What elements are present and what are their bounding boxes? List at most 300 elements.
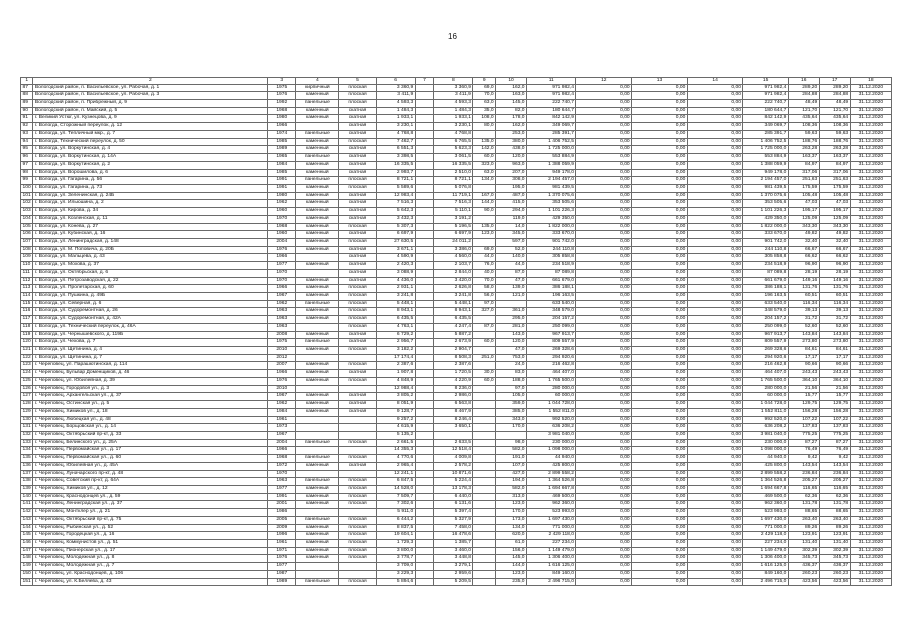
table-row — [21, 92, 892, 100]
table-cell — [339, 431, 376, 439]
table-cell: каменный — [296, 161, 339, 169]
table-cell — [415, 563, 434, 571]
table-cell: 143,84 — [788, 331, 819, 339]
table-row — [21, 354, 892, 362]
table-cell: 0,00 — [632, 269, 688, 277]
table-cell: 8 721,1 — [434, 177, 473, 185]
table-cell: 0,00 — [576, 169, 632, 177]
table-cell: 385,0 — [496, 408, 527, 416]
table-cell: 323,0 — [473, 161, 496, 169]
table-cell: 849 160,0 — [743, 570, 788, 578]
table-cell: 107 — [21, 238, 33, 246]
table-cell: 44,0 — [473, 254, 496, 262]
table-cell: 99 — [21, 177, 33, 185]
table-cell: 0,00 — [632, 516, 688, 524]
table-cell: 0,00 — [687, 524, 743, 532]
table-cell: г. Череповец, Октябрьский пр-кт, д. 33 — [33, 431, 268, 439]
table-cell: 2008 — [268, 331, 296, 339]
table-cell — [473, 347, 496, 355]
table-cell: 464 407,0 — [527, 370, 576, 378]
table-cell: 0,00 — [632, 478, 688, 486]
table-cell: 3 448,8 — [434, 555, 473, 563]
table-cell: 31.12.2020 — [850, 123, 891, 131]
table-cell: 487,0 — [496, 192, 527, 200]
table-cell: 753,0 — [496, 354, 527, 362]
table-row — [21, 555, 892, 563]
table-cell: 281,0 — [496, 323, 527, 331]
table-cell: 2 633,5 — [434, 439, 473, 447]
table-cell: 0,00 — [576, 161, 632, 169]
table-cell: 250 099,0 — [527, 323, 576, 331]
table-cell: 0,00 — [576, 532, 632, 540]
table-cell: 69,0 — [473, 246, 496, 254]
table-row — [21, 215, 892, 223]
table-cell — [415, 470, 434, 478]
table-cell: г. Вологда, ул. Щетинина, д. 4 — [33, 347, 268, 355]
table-cell: 31.12.2020 — [850, 516, 891, 524]
table-cell: 5 076,8 — [434, 184, 473, 192]
table-cell: 196 163,5 — [743, 293, 788, 301]
table-cell: 47,03 — [788, 200, 819, 208]
table-cell: 971 982,4 — [743, 92, 788, 100]
table-cell: 359,0 — [496, 401, 527, 409]
table-cell: 553 884,9 — [743, 154, 788, 162]
table-cell: 10 871,6 — [434, 470, 473, 478]
table-cell: 24 011,2 — [434, 238, 473, 246]
table-cell: 1 101 226,3 — [527, 208, 576, 216]
table-cell: скатная — [339, 254, 376, 262]
table-cell — [415, 277, 434, 285]
table-cell: плоская — [339, 308, 376, 316]
table-cell: 0,00 — [576, 347, 632, 355]
table-cell: 971 982,4 — [743, 84, 788, 92]
table-cell: 633 540,0 — [527, 300, 576, 308]
table-cell — [473, 455, 496, 463]
table-cell: 31.12.2020 — [850, 300, 891, 308]
table-cell: 111 — [21, 269, 33, 277]
table-cell: 31.12.2020 — [850, 238, 891, 246]
table-cell: 178,0 — [496, 115, 527, 123]
table-cell: скатная — [339, 130, 376, 138]
table-cell: 76,0 — [473, 262, 496, 270]
table-cell: 175,59 — [819, 184, 850, 192]
table-cell: 52,0 — [496, 246, 527, 254]
table-cell: 87,27 — [819, 439, 850, 447]
column-number: 18 — [850, 78, 891, 85]
table-cell: 2012 — [268, 354, 296, 362]
table-cell: 0,00 — [687, 223, 743, 231]
table-cell: плоская — [339, 532, 376, 540]
table-cell: каменный — [296, 331, 339, 339]
table-cell: 31.12.2020 — [850, 540, 891, 548]
table-cell: 145 — [21, 532, 33, 540]
table-cell: 1980 — [268, 115, 296, 123]
table-cell: 222 740,7 — [527, 100, 576, 108]
table-cell: 284,88 — [819, 92, 850, 100]
table-cell: 0,00 — [632, 439, 688, 447]
table-cell — [415, 130, 434, 138]
table-cell: 333 670,0 — [527, 231, 576, 239]
table-cell: г. Вологда, ул. Судоремонтная, д. 26 — [33, 308, 268, 316]
table-cell: 87 — [21, 84, 33, 92]
table-cell: 44 940,0 — [527, 455, 576, 463]
table-cell: 16 335,5 — [376, 161, 415, 169]
table-cell: 0,00 — [687, 354, 743, 362]
table-cell: 89,26 — [788, 524, 819, 532]
table-cell — [415, 308, 434, 316]
table-cell: 131 — [21, 424, 33, 432]
table-cell: 0,00 — [576, 238, 632, 246]
table-cell: 76,49 — [819, 447, 850, 455]
table-cell: 28,19 — [788, 269, 819, 277]
table-cell: 31.12.2020 — [850, 115, 891, 123]
table-cell: 31.12.2020 — [850, 184, 891, 192]
table-cell — [415, 408, 434, 416]
table-row — [21, 493, 892, 501]
table-cell — [296, 570, 339, 578]
table-cell: 112 — [21, 277, 33, 285]
table-cell: 205,27 — [819, 478, 850, 486]
table-cell — [415, 547, 434, 555]
table-cell: 0,00 — [687, 424, 743, 432]
table-cell: 1973 — [268, 424, 296, 432]
table-cell: 4 593,3 — [434, 100, 473, 108]
table-cell: 1960 — [268, 231, 296, 239]
table-cell: каменный — [296, 462, 339, 470]
table-cell: Вологодский район, п. Майский, д. 5 — [33, 107, 268, 115]
table-cell: 31.12.2020 — [850, 401, 891, 409]
table-cell: 967 913,7 — [743, 331, 788, 339]
table-cell: 118 — [21, 323, 33, 331]
column-number: 3 — [268, 78, 296, 85]
table-cell: 0,00 — [632, 408, 688, 416]
table-cell: 130 — [21, 416, 33, 424]
table-cell: 1974 — [268, 130, 296, 138]
table-cell: 17,17 — [819, 354, 850, 362]
table-cell: каменный — [296, 184, 339, 192]
table-cell: скатная — [339, 462, 376, 470]
table-cell: 140,0 — [496, 254, 527, 262]
table-cell: каменный — [296, 200, 339, 208]
table-cell: 148 — [21, 555, 33, 563]
table-cell: 137,83 — [819, 424, 850, 432]
table-cell: 143,0 — [496, 331, 527, 339]
table-row — [21, 408, 892, 416]
table-cell: 0,00 — [687, 578, 743, 586]
table-cell — [415, 501, 434, 509]
table-cell: 0,00 — [576, 493, 632, 501]
table-cell: 1 098 000,0 — [743, 447, 788, 455]
table-cell: 582,0 — [496, 485, 527, 493]
table-cell: 150 — [21, 570, 33, 578]
table-cell: 0,00 — [687, 331, 743, 339]
table-cell: 47,03 — [819, 200, 850, 208]
table-cell: 60,51 — [788, 293, 819, 301]
table-cell — [473, 578, 496, 586]
table-row — [21, 401, 892, 409]
table-cell: 149,16 — [788, 277, 819, 285]
table-cell: 3 398,5 — [376, 154, 415, 162]
table-cell — [415, 285, 434, 293]
table-cell: 31.12.2020 — [850, 316, 891, 324]
column-number: 16 — [788, 78, 819, 85]
table-cell: 4 009,8 — [434, 455, 473, 463]
table-cell: 0,00 — [576, 262, 632, 270]
table-cell: 96,90 — [788, 262, 819, 270]
table-row — [21, 570, 892, 578]
table-cell: 436,37 — [819, 563, 850, 571]
table-cell — [296, 424, 339, 432]
table-cell — [473, 470, 496, 478]
table-cell: 31.12.2020 — [850, 424, 891, 432]
table-cell: 1970 — [268, 470, 296, 478]
table-cell: скатная — [339, 339, 376, 347]
table-cell: 48,49 — [819, 100, 850, 108]
table-cell: 16 335,5 — [434, 161, 473, 169]
column-number: 6 — [376, 78, 415, 85]
table-cell: скатная — [339, 115, 376, 123]
table-cell: 0,00 — [687, 177, 743, 185]
table-cell: 386 188,1 — [743, 285, 788, 293]
table-cell: 0,00 — [632, 231, 688, 239]
table-cell: 129 — [21, 408, 33, 416]
table-row — [21, 246, 892, 254]
table-cell: скатная — [339, 107, 376, 115]
table-cell: 188,76 — [788, 138, 819, 146]
table-cell: 84,97 — [819, 161, 850, 169]
table-cell: 0,00 — [632, 215, 688, 223]
table-cell: г. Череповец, Краснодонцев ул., д. 59 — [33, 493, 268, 501]
table-cell: 289,20 — [788, 84, 819, 92]
table-cell: 121 — [21, 347, 33, 355]
table-row — [21, 138, 892, 146]
table-cell: плоская — [339, 524, 376, 532]
table-cell: каменный — [296, 377, 339, 385]
table-cell: 250 099,0 — [743, 323, 788, 331]
table-cell: 1 364 526,8 — [743, 478, 788, 486]
table-cell: 0,00 — [576, 200, 632, 208]
table-cell: 31.12.2020 — [850, 154, 891, 162]
table-cell: 31.12.2020 — [850, 493, 891, 501]
table-cell: 0,00 — [576, 385, 632, 393]
table-cell: 1 388 059,9 — [527, 161, 576, 169]
table-cell: 0,00 — [632, 547, 688, 555]
table-cell: 31.12.2020 — [850, 323, 891, 331]
table-cell: 2 986,0 — [434, 393, 473, 401]
table-cell: 31.12.2020 — [850, 138, 891, 146]
table-cell: 0,00 — [576, 455, 632, 463]
table-cell: 3 432,3 — [376, 215, 415, 223]
table-cell: каменный — [296, 92, 339, 100]
table-cell: 97 — [21, 161, 33, 169]
table-cell: 151 — [21, 578, 33, 586]
table-cell: 123 — [21, 362, 33, 370]
table-cell: 353 505,6 — [743, 200, 788, 208]
table-cell: 31.12.2020 — [850, 246, 891, 254]
table-cell: 89 — [21, 100, 33, 108]
table-cell: 1 822 000,0 — [743, 223, 788, 231]
table-cell: 3 778,7 — [376, 555, 415, 563]
column-number: 13 — [632, 78, 688, 85]
table-row — [21, 177, 892, 185]
table-cell: плоская — [339, 177, 376, 185]
table-cell: 19 604,1 — [376, 532, 415, 540]
table-row — [21, 393, 892, 401]
table-cell: 89,26 — [819, 524, 850, 532]
table-cell — [296, 470, 339, 478]
table-cell: 170,0 — [496, 424, 527, 432]
table-cell: панельные — [296, 177, 339, 185]
table-cell — [473, 393, 496, 401]
table-cell: 2004 — [268, 238, 296, 246]
table-cell: 163,37 — [788, 154, 819, 162]
table-cell: 0,00 — [632, 208, 688, 216]
table-cell — [415, 485, 434, 493]
table-cell: 0,00 — [632, 223, 688, 231]
table-cell: 0,00 — [576, 547, 632, 555]
table-cell: 0,00 — [687, 339, 743, 347]
table-cell: каменный — [296, 524, 339, 532]
table-cell: 88,65 — [788, 509, 819, 517]
table-row — [21, 208, 892, 216]
table-cell: 5 196,5 — [434, 223, 473, 231]
table-cell: 6 697,9 — [434, 231, 473, 239]
table-cell: 125,09 — [788, 215, 819, 223]
table-cell: 0,00 — [632, 570, 688, 578]
table-row — [21, 455, 892, 463]
table-cell: 1963 — [268, 316, 296, 324]
table-cell: 31.12.2020 — [850, 285, 891, 293]
table-cell: плоская — [339, 501, 376, 509]
table-cell: 469 500,0 — [527, 493, 576, 501]
table-cell: 129,75 — [788, 401, 819, 409]
table-cell: 1962 — [268, 401, 296, 409]
table-cell: 145,0 — [496, 100, 527, 108]
table-cell: 0,00 — [687, 455, 743, 463]
table-cell: 31.12.2020 — [850, 231, 891, 239]
table-cell: 962 360,0 — [743, 501, 788, 509]
table-cell: 1 765 500,0 — [527, 377, 576, 385]
table-cell: 3 360,9 — [376, 84, 415, 92]
table-cell: г. Череповец, Рыбинская ул., д. 52 — [33, 524, 268, 532]
table-cell: 0,00 — [576, 478, 632, 486]
table-cell: 0,00 — [576, 339, 632, 347]
table-row — [21, 501, 892, 509]
table-cell: 11 719,1 — [434, 192, 473, 200]
table-cell: 17,17 — [788, 354, 819, 362]
table-cell: 1 720,5 — [434, 370, 473, 378]
table-cell: 31.12.2020 — [850, 431, 891, 439]
table-cell: 4 220,9 — [434, 377, 473, 385]
table-cell — [296, 509, 339, 517]
table-cell: 143,54 — [788, 462, 819, 470]
table-cell — [473, 462, 496, 470]
table-cell: 14,0 — [496, 223, 527, 231]
table-cell: 119 — [21, 331, 33, 339]
table-cell: 0,00 — [576, 92, 632, 100]
table-cell: 0,00 — [687, 123, 743, 131]
table-cell: г. Череповец, ул. Парашютинская, д. 114 — [33, 362, 268, 370]
table-cell: 6 435,5 — [376, 316, 415, 324]
table-cell: 31.12.2020 — [850, 200, 891, 208]
table-cell: 263,28 — [819, 146, 850, 154]
table-cell: 121,70 — [819, 107, 850, 115]
table-cell — [473, 547, 496, 555]
table-cell: 0,00 — [687, 100, 743, 108]
table-cell: 5 623,3 — [434, 146, 473, 154]
table-cell: 0,00 — [687, 370, 743, 378]
table-row — [21, 293, 892, 301]
table-cell: 0,00 — [687, 269, 743, 277]
table-cell: панельные — [296, 578, 339, 586]
table-cell: 553 884,9 — [527, 154, 576, 162]
table-cell: 60,51 — [819, 293, 850, 301]
table-cell: 31.12.2020 — [850, 262, 891, 270]
table-cell: 263,40 — [819, 516, 850, 524]
table-cell: г. Череповец, Первомайская ул., д. 60 — [33, 455, 268, 463]
table-cell — [473, 555, 496, 563]
table-cell: 971 982,4 — [527, 92, 576, 100]
table-cell: панельные — [296, 154, 339, 162]
table-cell: 156,0 — [496, 547, 527, 555]
table-cell: 0,00 — [632, 501, 688, 509]
table-cell: 380,0 — [496, 138, 527, 146]
table-cell: г. Вологда, ул. Пролетарская, д. 60 — [33, 285, 268, 293]
table-cell: 1 729,3 — [376, 540, 415, 548]
table-cell: 661 679,0 — [743, 277, 788, 285]
table-cell: 0,00 — [576, 509, 632, 517]
table-cell: 195,17 — [788, 208, 819, 216]
table-cell: панельные — [296, 130, 339, 138]
table-cell: 35,0 — [473, 107, 496, 115]
table-cell: каменный — [296, 370, 339, 378]
table-cell: 1 385,7 — [434, 540, 473, 548]
table-row — [21, 269, 892, 277]
table-cell — [415, 246, 434, 254]
table-cell: 3 229,3 — [376, 570, 415, 578]
table-cell: 3 061,5 — [434, 154, 473, 162]
table-cell: 0,00 — [576, 501, 632, 509]
table-cell: г. Вологда, ул. Гагарина, д. 73 — [33, 184, 268, 192]
table-cell: 464 407,0 — [743, 370, 788, 378]
table-cell: 0,00 — [576, 439, 632, 447]
table-cell: 0,00 — [632, 323, 688, 331]
table-cell — [415, 123, 434, 131]
table-cell: 13 178,3 — [434, 485, 473, 493]
table-cell: 353 505,6 — [527, 200, 576, 208]
table-cell: 1971 — [268, 547, 296, 555]
table-cell: 96,90 — [819, 262, 850, 270]
table-cell: 1 484,3 — [376, 107, 415, 115]
table-row — [21, 184, 892, 192]
table-cell: 167,0 — [473, 192, 496, 200]
table-cell: 2010 — [268, 347, 296, 355]
table-cell: 0,00 — [687, 485, 743, 493]
table-cell: 1970 — [268, 277, 296, 285]
table-cell: 849 160,0 — [527, 570, 576, 578]
table-cell: панельные — [296, 300, 339, 308]
table-cell — [296, 416, 339, 424]
table-cell: 104 — [21, 215, 33, 223]
table-row — [21, 424, 892, 432]
table-cell: 1991 — [268, 177, 296, 185]
table-cell: 0,00 — [576, 578, 632, 586]
table-cell: 364,10 — [788, 377, 819, 385]
table-cell: каменный — [296, 277, 339, 285]
table-cell: 1970 — [268, 215, 296, 223]
table-cell — [473, 362, 496, 370]
table-cell: 1987 — [268, 570, 296, 578]
